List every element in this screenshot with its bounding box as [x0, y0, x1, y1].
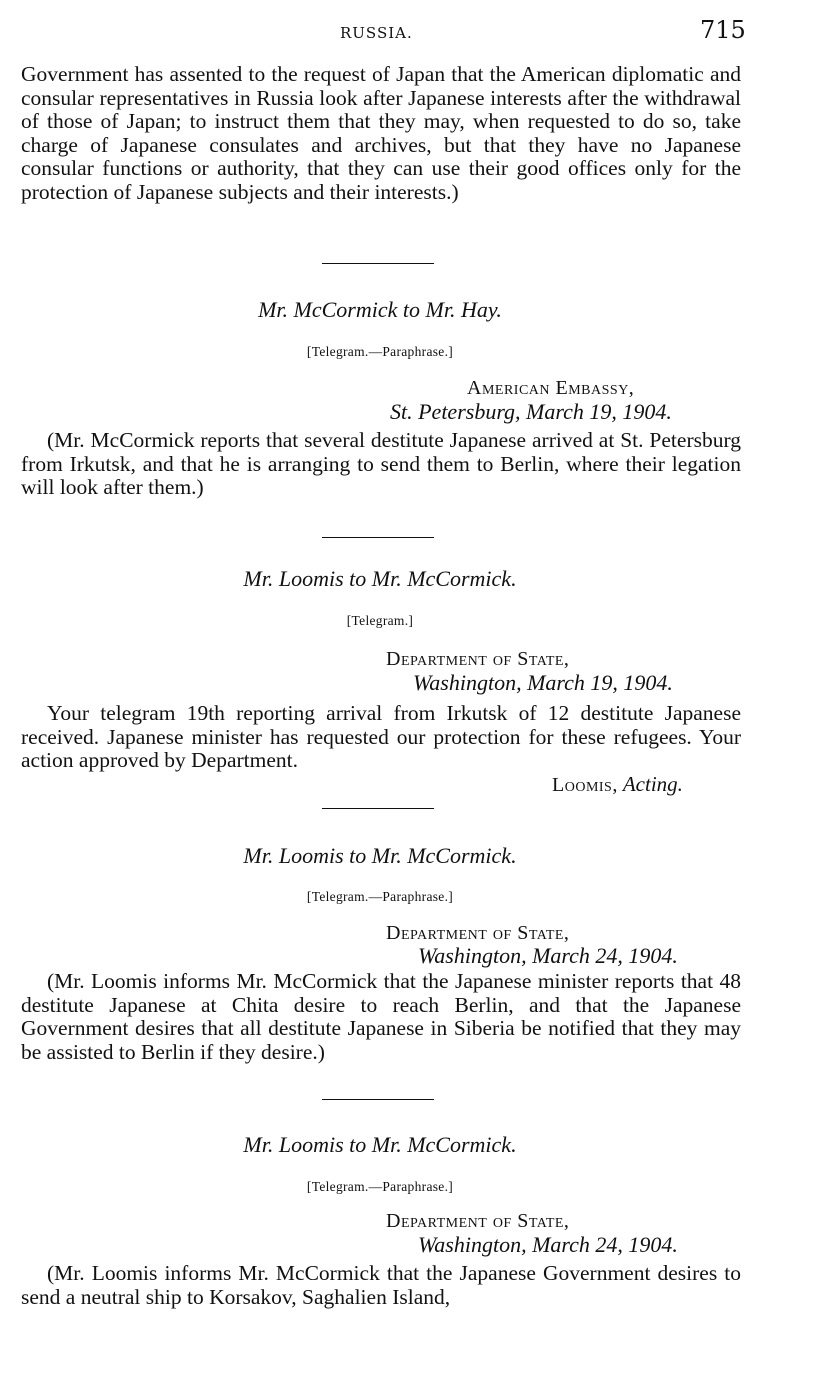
telegram-note: [Telegram.—Paraphrase.] — [306, 1179, 454, 1194]
section-divider — [322, 537, 434, 538]
telegram-note: [Telegram.—Paraphrase.] — [306, 889, 454, 904]
document-heading: Mr. Loomis to Mr. McCormick. — [243, 843, 517, 868]
signature-title: Acting. — [622, 772, 683, 796]
sender-line: Department of State, — [386, 1210, 570, 1232]
telegram-note: [Telegram.] — [346, 613, 414, 628]
place-date-line: Washington, March 24, 1904. — [418, 1232, 678, 1257]
document-body: (Mr. Loomis informs Mr. McCormick that the Japanese minister reports that 48 destitute Japanese at Chita desire to reach Berlin, and that the Japanese Government desires that all destitute Japanese in Siberia be notified that they may be assisted to Berlin if they desire.) — [21, 969, 741, 1064]
document-heading: Mr. Loomis to Mr. McCormick. — [243, 1132, 517, 1157]
running-head-title: RUSSIA. — [340, 24, 413, 42]
document-body: Your telegram 19th reporting arrival from Irkutsk of 12 destitute Japanese received. Japanese minister has requested our protection for these refugees. Your action approved by Department. — [21, 701, 741, 772]
document-body: (Mr. McCormick reports that several destitute Japanese arrived at St. Petersburg from Irkutsk, and that he is arranging to send them to Berlin, where their legation will look after them.) — [21, 428, 741, 499]
intro-paragraph: Government has assented to the request of Japan that the American diplomatic and consular representatives in Russia look after Japanese interests after the withdrawal of those of Japan; to instruct them that they may, when requested to do so, take charge of Japanese consulates and archives, but that they have no Japanese consular functions or authority, that they can use their good offices only for the protection of Japanese subjects and their interests.) — [21, 62, 741, 204]
place-date-line: St. Petersburg, March 19, 1904. — [390, 399, 672, 424]
document-body: (Mr. Loomis informs Mr. McCormick that the Japanese Government desires to send a neutral ship to Korsakov, Saghalien Island, — [21, 1261, 741, 1309]
telegram-note: [Telegram.—Paraphrase.] — [306, 344, 454, 359]
running-head — [0, 16, 821, 50]
place-date-line: Washington, March 24, 1904. — [418, 943, 678, 968]
document-heading: Mr. McCormick to Mr. Hay. — [258, 297, 502, 322]
document-heading: Mr. Loomis to Mr. McCormick. — [243, 566, 517, 591]
sender-line: Department of State, — [386, 648, 570, 670]
sender-line: Department of State, — [386, 922, 570, 944]
page-number: 715 — [700, 16, 746, 44]
sender-line: American Embassy, — [467, 377, 635, 399]
section-divider — [322, 263, 434, 264]
place-date-line: Washington, March 19, 1904. — [413, 670, 673, 695]
signature — [552, 772, 683, 797]
section-divider — [322, 808, 434, 809]
signature-name: Loomis, — [552, 774, 618, 796]
section-divider — [322, 1099, 434, 1100]
